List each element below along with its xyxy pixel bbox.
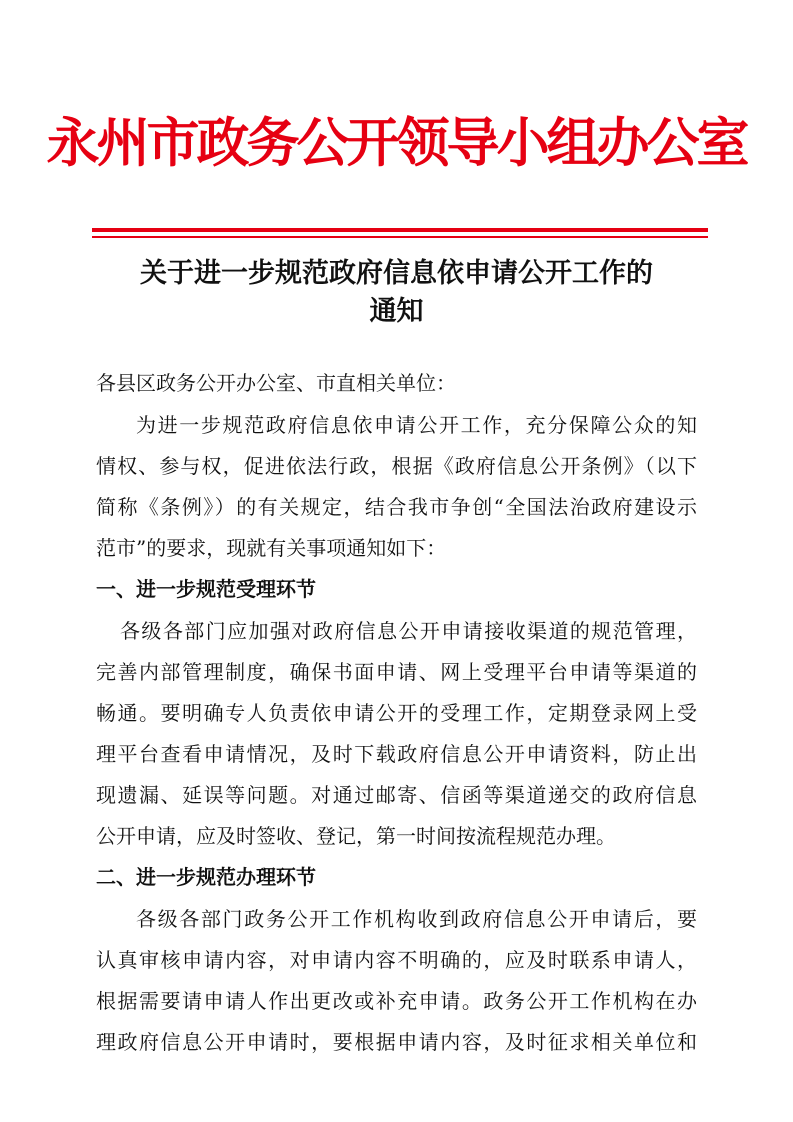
section-2-line-3: 根据需要请申请人作出更改或补充申请。政务公开工作机构在办 (96, 989, 697, 1013)
intro-line-4: 范市”的要求，现就有关事项通知如下： (96, 536, 447, 560)
section-2-line-2: 认真审核申请内容，对申请内容不明确的，应及时联系申请人， (96, 948, 697, 972)
section-1-line-6: 公开申请，应及时签收、登记，第一时间按流程规范办理。 (96, 824, 616, 848)
section-2-line-1: 各级各部门政务公开工作机构收到政府信息公开申请后，要 (136, 907, 697, 931)
masthead-red-rule-thin (92, 236, 708, 238)
office-masthead: 永州市政务公开领导小组办公室 (46, 112, 747, 174)
title-line-2: 通知 (369, 296, 424, 327)
intro-line-3: 简称《条例》）的有关规定，结合我市争创“全国法治政府建设示 (96, 495, 697, 519)
section-2-heading: 二、进一步规范办理环节 (96, 865, 316, 889)
section-1-line-2: 完善内部管理制度，确保书面申请、网上受理平台申请等渠道的 (96, 660, 697, 684)
intro-line-2: 情权、参与权，促进依法行政，根据《政府信息公开条例》（以下 (96, 454, 697, 478)
intro-line-1: 为进一步规范政府信息依申请公开工作，充分保障公众的知 (136, 413, 697, 437)
masthead-red-rule-thick (92, 228, 708, 232)
section-1-line-1: 各级各部门应加强对政府信息公开申请接收渠道的规范管理， (120, 619, 697, 643)
document-title (100, 255, 693, 331)
section-2-line-4: 理政府信息公开申请时，要根据申请内容，及时征求相关单位和 (96, 1030, 697, 1054)
section-1-line-4: 理平台查看申请情况，及时下载政府信息公开申请资料，防止出 (96, 742, 697, 766)
section-1-heading: 一、进一步规范受理环节 (96, 577, 316, 601)
section-1-line-3: 畅通。要明确专人负责依申请公开的受理工作，定期登录网上受 (96, 701, 697, 725)
title-line-1: 关于进一步规范政府信息依申请公开工作的 (140, 258, 653, 289)
salutation: 各县区政务公开办公室、市直相关单位： (96, 371, 456, 395)
section-1-line-5: 现遗漏、延误等问题。对通过邮寄、信函等渠道递交的政府信息 (96, 783, 697, 807)
